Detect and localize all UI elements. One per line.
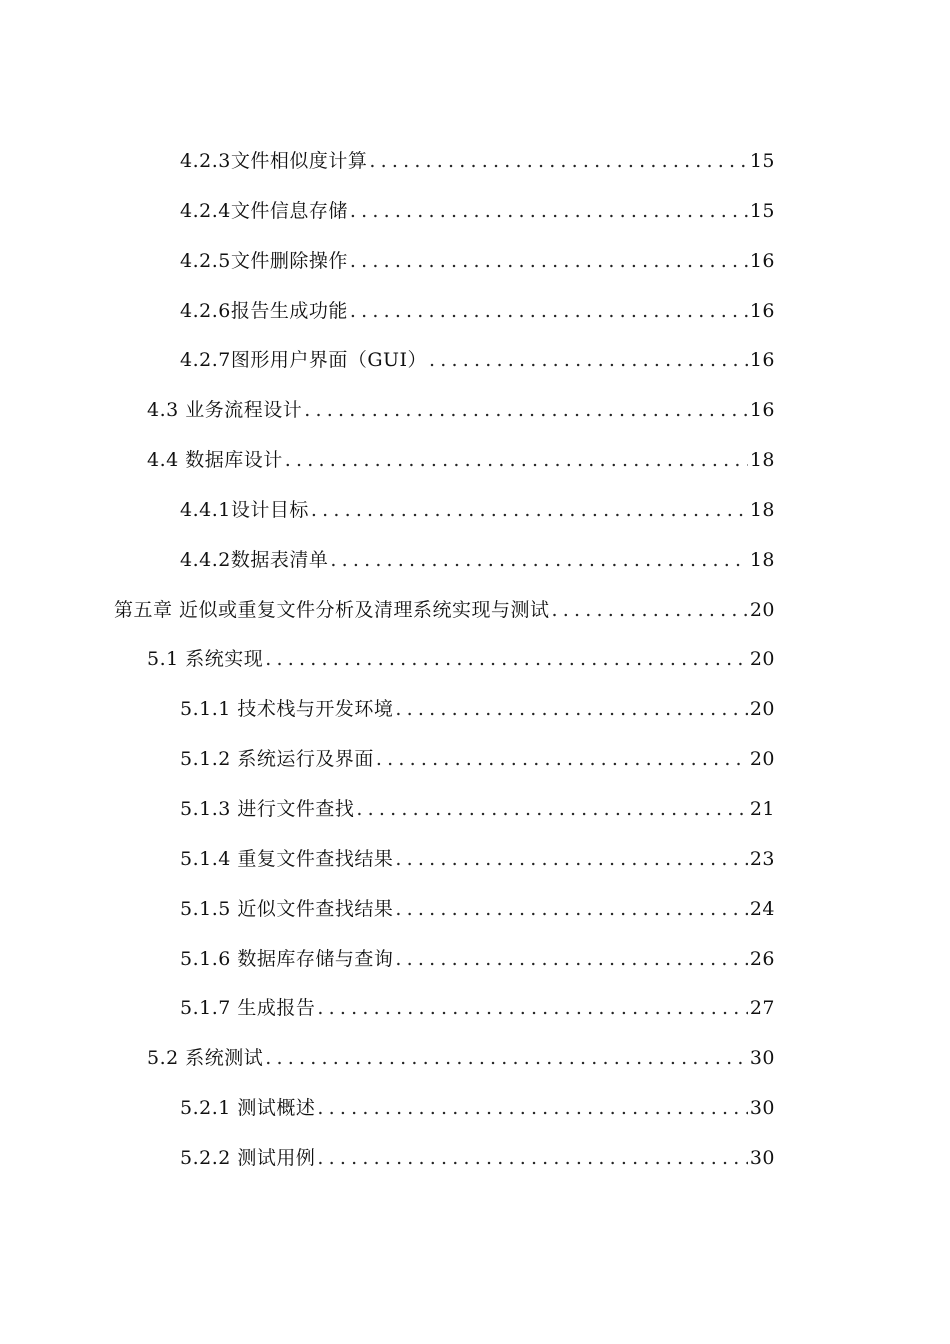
- toc-entry-title: 4.4.1设计目标: [180, 498, 309, 521]
- toc-page-number: 27: [749, 997, 775, 1020]
- toc-entry[interactable]: [0, 1084, 950, 1134]
- toc-entry-title: 5.1.1 技术栈与开发环境: [180, 698, 394, 721]
- toc-entry[interactable]: [0, 835, 950, 885]
- toc-dot-leader: [265, 1034, 748, 1084]
- toc-page-number: 30: [749, 1047, 775, 1070]
- toc-entry[interactable]: [0, 386, 950, 436]
- toc-page-number: 30: [749, 1097, 775, 1120]
- toc-entry[interactable]: [0, 935, 950, 985]
- toc-page-number: 26: [749, 947, 775, 970]
- toc-dot-leader: [395, 885, 747, 935]
- toc-page-number: 16: [749, 349, 775, 372]
- toc-entry[interactable]: [0, 735, 950, 785]
- toc-entry[interactable]: [0, 237, 950, 287]
- toc-entry-title: 4.4 数据库设计: [147, 449, 283, 472]
- toc-dot-leader: [395, 935, 747, 985]
- toc-dot-leader: [369, 137, 747, 187]
- toc-page-number: 16: [749, 299, 775, 322]
- toc-entry-title: 4.2.3文件相似度计算: [180, 150, 368, 172]
- toc-entry[interactable]: [0, 785, 950, 835]
- toc-entry-title: 5.1.5 近似文件查找结果: [180, 897, 394, 920]
- toc-entry-title: 5.1 系统实现: [147, 648, 264, 671]
- toc-dot-leader: [356, 785, 747, 835]
- table-of-contents: [0, 137, 950, 1184]
- toc-dot-leader: [317, 984, 747, 1034]
- toc-entry[interactable]: [0, 336, 950, 386]
- toc-page-number: 15: [749, 199, 775, 222]
- toc-entry-title: 4.2.4文件信息存储: [180, 199, 348, 222]
- toc-dot-leader: [429, 336, 748, 386]
- toc-dot-leader: [350, 287, 748, 337]
- toc-dot-leader: [285, 436, 748, 486]
- toc-entry-title: 5.1.4 重复文件查找结果: [180, 847, 394, 870]
- toc-entry[interactable]: [0, 536, 950, 586]
- toc-dot-leader: [304, 386, 748, 436]
- toc-entry[interactable]: [0, 1134, 950, 1184]
- toc-entry[interactable]: [0, 885, 950, 935]
- toc-entry-title: 4.3 业务流程设计: [147, 399, 303, 422]
- toc-page-number: 20: [749, 748, 775, 771]
- toc-entry-title: 5.1.6 数据库存储与查询: [180, 947, 394, 970]
- toc-page-number: 20: [749, 598, 775, 621]
- toc-entry[interactable]: [0, 984, 950, 1034]
- toc-page-number: 23: [749, 847, 775, 870]
- toc-entry[interactable]: [0, 187, 950, 237]
- toc-entry-title: 5.1.2 系统运行及界面: [180, 748, 374, 771]
- toc-entry-title: 5.1.7 生成报告: [180, 997, 316, 1020]
- toc-page-number: 15: [749, 150, 775, 172]
- toc-entry-title: 4.4.2数据表清单: [180, 548, 329, 571]
- toc-dot-leader: [350, 187, 748, 237]
- toc-page-number: 18: [749, 498, 775, 521]
- toc-entry-title: 5.2.2 测试用例: [180, 1146, 316, 1169]
- toc-entry[interactable]: [0, 635, 950, 685]
- toc-entry-title: 5.2 系统测试: [147, 1047, 264, 1070]
- toc-entry[interactable]: [0, 486, 950, 536]
- toc-entry[interactable]: [0, 436, 950, 486]
- toc-page-number: 18: [749, 548, 775, 571]
- toc-page-number: 16: [749, 399, 775, 422]
- toc-entry-title: 4.2.6报告生成功能: [180, 299, 348, 322]
- toc-entry-title: 4.2.5文件删除操作: [180, 249, 348, 272]
- toc-page-number: 21: [749, 797, 775, 820]
- toc-page-number: 30: [749, 1146, 775, 1169]
- toc-dot-leader: [330, 536, 747, 586]
- toc-dot-leader: [317, 1134, 747, 1184]
- toc-entry[interactable]: [0, 287, 950, 337]
- toc-page-number: 24: [749, 897, 775, 920]
- toc-entry-title: 5.2.1 测试概述: [180, 1097, 316, 1120]
- toc-entry[interactable]: [0, 1034, 950, 1084]
- toc-dot-leader: [350, 237, 748, 287]
- toc-entry[interactable]: [0, 685, 950, 735]
- toc-entry-title: 第五章 近似或重复文件分析及清理系统实现与测试: [114, 598, 550, 621]
- toc-dot-leader: [265, 635, 748, 685]
- toc-dot-leader: [376, 735, 748, 785]
- toc-page-number: 16: [749, 249, 775, 272]
- toc-dot-leader: [395, 685, 747, 735]
- toc-dot-leader: [552, 586, 748, 636]
- toc-entry-title: 4.2.7图形用户界面（GUI）: [180, 349, 428, 372]
- toc-dot-leader: [311, 486, 748, 536]
- toc-page-number: 20: [749, 698, 775, 721]
- toc-dot-leader: [317, 1084, 747, 1134]
- toc-entry-title: 5.1.3 进行文件查找: [180, 797, 355, 820]
- toc-page-number: 18: [749, 449, 775, 472]
- toc-dot-leader: [395, 835, 747, 885]
- toc-entry[interactable]: [0, 586, 950, 636]
- toc-page-number: 20: [749, 648, 775, 671]
- toc-entry[interactable]: [0, 137, 950, 187]
